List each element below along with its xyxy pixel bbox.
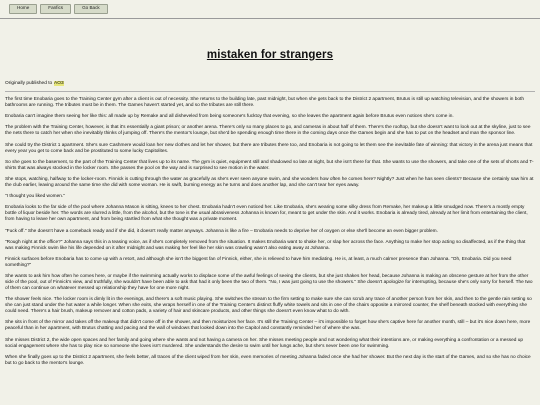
story-paragraph: The first time Enobaria goes to the Training Center gym after a client is out of necessity. She returns to the building late, past midnight, but when she gets back to the District 2 apartment, Brutus is still up watching television, and the showers in both bathrooms are running. The tributes must be in them. The Games haven't started yet, and so the tributes are still there.	[5, 97, 524, 108]
story-paragraph: Enobaria can't imagine them seeing her like this: all made up by Remake and all disheveled from being someone's fucktoy that evening, so she leaves the apartment again before Brutus even notices she's come in.	[5, 114, 454, 120]
publication-note	[5, 81, 535, 86]
story-title: mistaken for strangers	[206, 49, 334, 61]
story-paragraph: She sits in front of the mirror and takes off the makeup that didn't come off in the shower, and then moisturizes her face. It's still the Training Center – it's impossible to forget how she's captive here for another month, still – but it's nice down here, more peaceful than in her apartment, with Brutus chatting and pacing and the wall of windows that looked down into the Capitol and constantly reminded her of where she was.	[5, 320, 531, 332]
go-back-button[interactable]: Go Back	[74, 4, 108, 14]
top-nav	[0, 0, 540, 14]
story-paragraph: "Fuck off." She doesn't have a comeback ready and if she did, it doesn't really matter anyways. Johanna is like a fire – Enobaria needs to deprive her of oxygen or else she'll become an even bigger problem.	[5, 228, 438, 234]
story-paragraph: The problem with the Training Center, however, is that it's essentially a giant prison; or another arena. There's only so many places to go, and cameras in about half of them. There's the rooftop, but she doesn't want to look out at the skyline, just to see the nets there to catch her when she inevitably thinks of jumping off. There's the mentor's lounge, but she'd be spending enough time there in the coming days once the Games begin and she has to put on the headset and man the sponsor line.	[5, 125, 531, 137]
story-paragraph: The shower feels nice. The locker room is dimly lit in the evenings, and there's a soft music playing. She switches the stream to the firm setting to make sure she can scrub any trace of another person from her skin, and then to the gentle rain setting so she can just stand under the hot water a while longer. When she exits, she wraps herself in one of the Training Center's distinct fluffy white towels and sits in one of the chairs opposite a mirrored counter, the shelf beneath stocked with everything she could need. There's a hair brush, makeup remover and cotton pads, a variety of hair and skincare products, and other things she doesn't even know what to do with.	[5, 297, 532, 315]
story-body	[5, 97, 535, 367]
publication-prefix: Originally published to	[5, 81, 54, 86]
story-paragraph: So she goes to the basement, to the part of the Training Center that lives up to its name. The gym is quiet, equipment still and shadowed so late at night, but she isn't there for that. She wants to use the showers, and take one of the sets of shorts and T-shirts that was always stocked in the locker room. She passes the pool on the way and is surprised to see motion in the water.	[5, 159, 534, 171]
story-paragraph: "I thought you liked women."	[5, 194, 65, 200]
home-button[interactable]: Home	[9, 4, 37, 14]
content-divider	[5, 91, 535, 92]
fanfics-button[interactable]: Fanfics	[40, 4, 71, 14]
story-content	[0, 81, 540, 367]
top-divider	[0, 18, 540, 19]
ao3-link[interactable]: AO3	[54, 81, 64, 86]
story-paragraph: Finnick surfaces before Enobaria has to come up with a retort, and although she isn't the biggest fan of Finnick, either, she is relieved to have him mediating. He is, at least, a much calmer presence than Johanna. "Oh, Enobaria. Did you need something?"	[5, 256, 512, 268]
story-paragraph: She could try the District 1 apartment. She's sure Cashmere would loan her new clothes and let her shower, but there are tributes there too, and Enobaria is not going to let them see the inevitable fate of winning: that victory in the arena just means that every year you get to come back and be prostituted to some lucky Capitolites.	[5, 142, 533, 154]
story-paragraph: She misses District 2, the wide open spaces and her family and going where she wants and not having a camera on her. She misses meeting people and not wondering what their intentions are, or making everything a confrontation or a messed up social engagement where she has to play nice so someone she loves isn't murdered. She understands the desire to swim until her lungs ache, but she's never been one for swimming.	[5, 337, 524, 349]
story-paragraph: When she finally goes up to the District 2 apartment, she feels better, all traces of the client wiped from her skin, even memories of meeting Johanna faded once she had her shower. But the next day is the start of the Games, and so she has no choice but to go back to the mentor's lounge.	[5, 354, 531, 366]
story-paragraph: She wants to ask him how often he comes here, or maybe if the swimming actually works to displace some of the awful feelings of seeing the clients, but she just shakes her head, because Johanna is making an obscene gesture at her from the other side of the pool, out of Finnick's view, and truthfully, she wouldn't have been able to ask that had it only been the two of them. "No, I was just going to use the showers." She doesn't apologize for interrupting, because she's only sorry for herself. The two of them can continue on whatever messed up relationship they have for one more night.	[5, 274, 533, 292]
story-paragraph: "Rough night at the office?" Johanna says this in a teasing voice, as if she's completely removed from the situation. It makes Enobaria want to shake her, or slap her across the face. Anything to make her stop acting so disaffected, as if the thing that was making Finnick swim like his life depended on it after midnight and was making her feel like her skin was crawling wasn't also eating away at Johanna.	[5, 239, 526, 251]
story-paragraph: Enobaria looks to the far side of the pool where Johanna Mason is sitting, knees to her chest. Enobaria hadn't even noticed her. Like Enobaria, she's wearing some silky dress from Remake, her makeup a little smudged now. There's a mostly empty bottle of liquor beside her. The words are slurred a little, from the alcohol, but the tone is the usual abrasiveness Johanna is known for, meant to get under the skin. And it works. Enobaria is already tired, already at her limit from entertaining the client, from having to leave her own apartment, and from being startled from what she thought was a private moment.	[5, 205, 528, 223]
story-paragraph: She stops, watching, halfway to the locker-room. Finnick is cutting through the water as gracefully as she's ever seen anyone swim, and she wonders how often he comes here? Nightly? Just when he has seen clients? Because she certainly saw him at the club earlier, leaving around the same time she did with some woman. He is swift, burning energy as he turns and does another lap, and she can't tear her eyes away.	[5, 176, 534, 188]
